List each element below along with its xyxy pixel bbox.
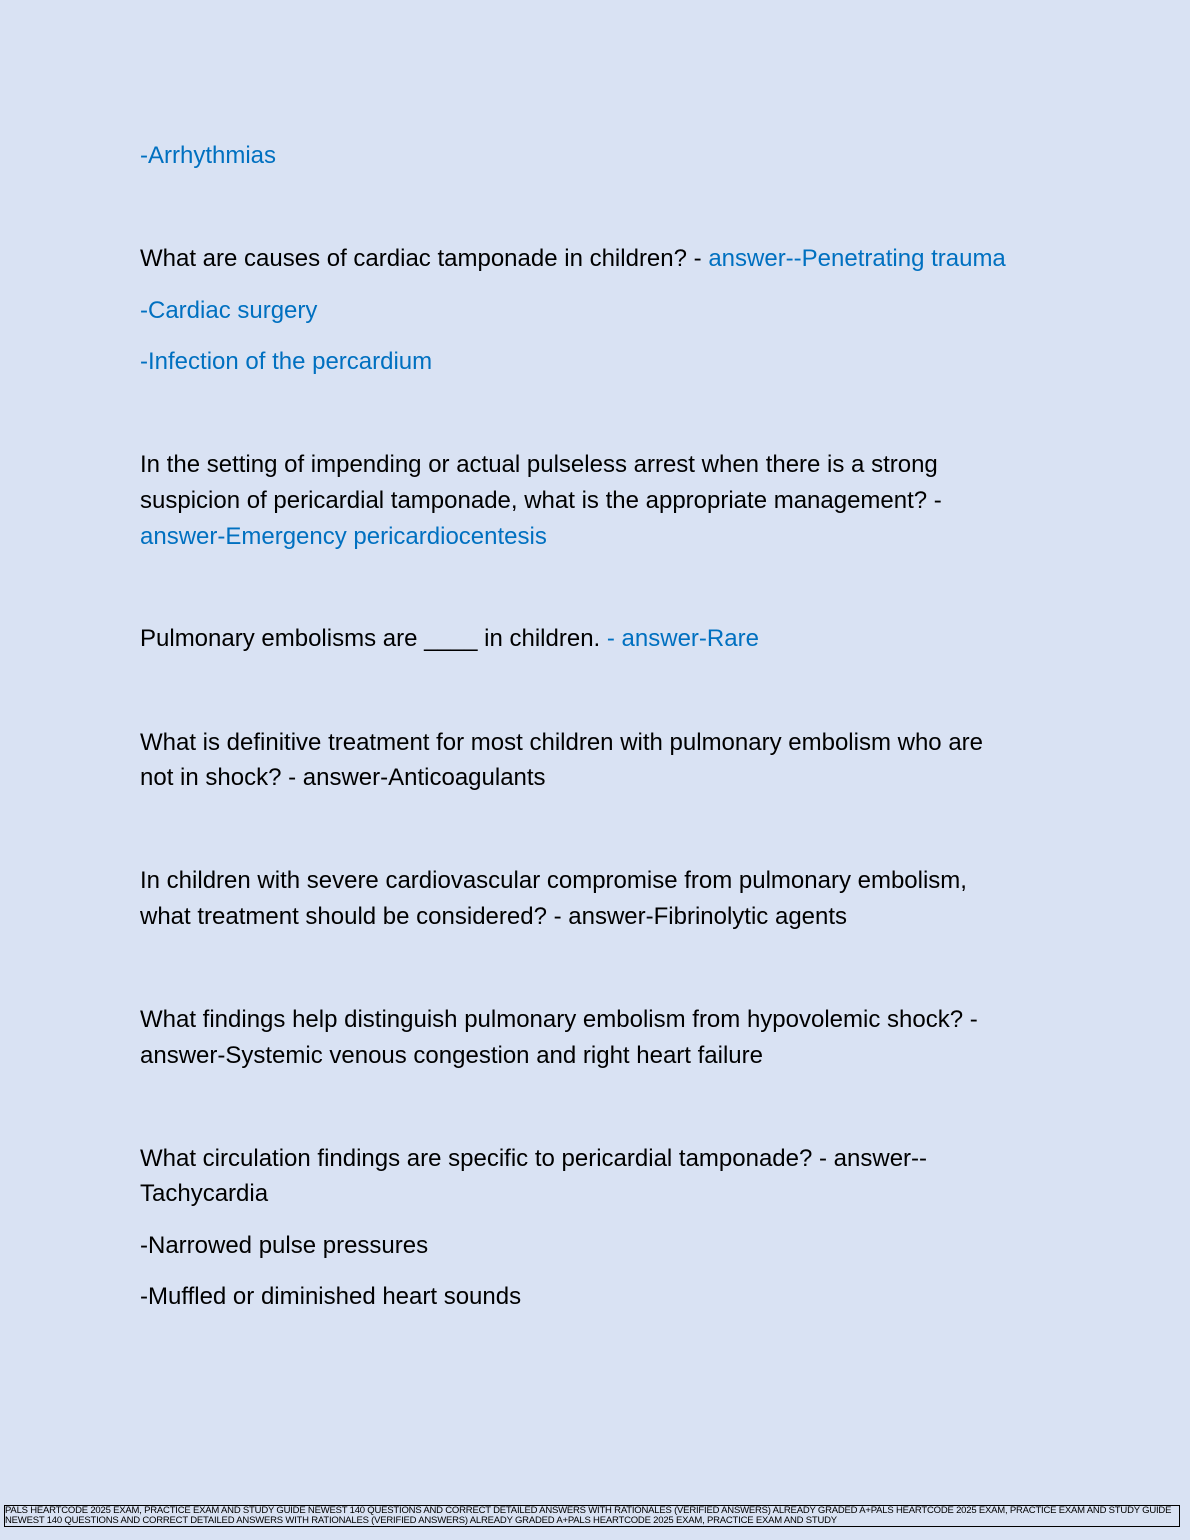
answer-list-item: -Infection of the percardium bbox=[140, 348, 433, 375]
answer-arrhythmias: -Arrhythmias bbox=[140, 142, 277, 169]
question-line: What findings help distinguish pulmonary embolism from hypovolemic shock? - bbox=[140, 1006, 978, 1033]
answer-text: answer--Penetrating trauma bbox=[708, 245, 1006, 272]
question-line: answer-Systemic venous congestion and right heart failure bbox=[140, 1042, 763, 1069]
answer-list-item: -Muffled or diminished heart sounds bbox=[140, 1283, 522, 1310]
question-line: what treatment should be considered? - answer-Fibrinolytic agents bbox=[140, 903, 848, 930]
question-text: Pulmonary embolisms are ____ in children. bbox=[140, 625, 607, 652]
question-line: What is definitive treatment for most children with pulmonary embolism who are bbox=[140, 729, 983, 756]
question-line: suspicion of pericardial tamponade, what is the appropriate management? - bbox=[140, 487, 942, 514]
question-line: What circulation findings are specific to pericardial tamponade? - answer-- bbox=[140, 1145, 928, 1172]
question-line: Tachycardia bbox=[140, 1180, 269, 1207]
question-tamponade-causes bbox=[140, 241, 1006, 277]
answer-text: - answer-Rare bbox=[606, 625, 759, 652]
question-line: In the setting of impending or actual pulseless arrest when there is a strong bbox=[140, 451, 938, 478]
question-pe-rarity bbox=[140, 621, 759, 657]
page-footer: PALS HEARTCODE 2025 EXAM, PRACTICE EXAM AND STUDY GUIDE NEWEST 140 QUESTIONS AND CORRECT DETAILED ANSWERS WITH RATIONALES (VERIFIED ANSWERS) ALREADY GRADED A+PALS HEARTCODE 2025 EXAM, PRACTICE EXAM AND STUDY GUIDE NEWEST 140 QUESTIONS AND CORRECT DETAILED ANSWERS WITH RATIONALES (VERIFIED ANSWERS) ALREADY GRADED A+PALS HEARTCODE 2025 EXAM, PRACTICE EXAM AND STUDY bbox=[4, 1505, 1180, 1527]
question-line: not in shock? - answer-Anticoagulants bbox=[140, 764, 546, 791]
question-line: In children with severe cardiovascular compromise from pulmonary embolism, bbox=[140, 867, 967, 894]
answer-list-item: -Narrowed pulse pressures bbox=[140, 1232, 429, 1259]
answer-list-item: -Cardiac surgery bbox=[140, 297, 318, 324]
question-text: What are causes of cardiac tamponade in children? - bbox=[140, 245, 709, 272]
answer-text: answer-Emergency pericardiocentesis bbox=[140, 523, 547, 550]
